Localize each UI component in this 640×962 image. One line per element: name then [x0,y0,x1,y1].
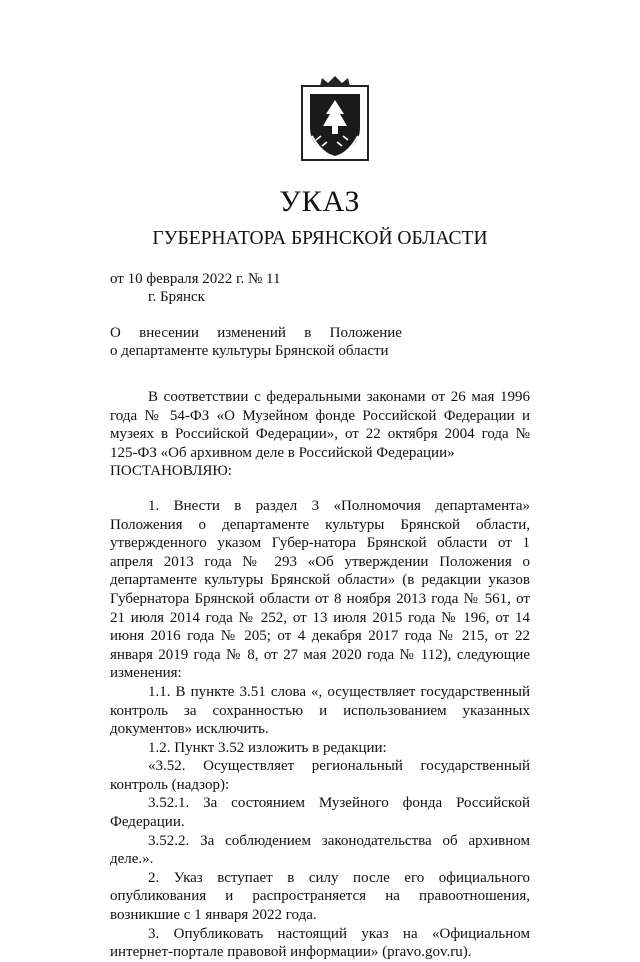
document-body [110,388,530,962]
city: г. Брянск [148,289,205,305]
clause-1: 1. Внести в раздел 3 «Полномочия департамента» Положения о департаменте культуры Брянской области, утвержденного указом Губер-натора Брянской области от 1 апреля 2013 года № 293 «Об утверждении Положения о департаменте культуры Брянской области» (в редакции указов Губернатора Брянской области от 8 ноября 2013 года № 561, от 21 июля 2014 года № 252, от 13 июля 2015 года № 196, от 14 июня 2016 года № 205; от 4 декабря 2017 года № 215, от 22 января 2019 года № 8, от 27 мая 2020 года № 112), следующие изменения: [110,497,530,682]
clause-3-52-2: 3.52.2. За соблюдением законодательства об архивном деле.». [110,832,530,868]
document-title: УКАЗ [279,185,361,218]
subject-word: в [304,325,312,341]
clause-1-1: 1.1. В пункте 3.51 слова «, осуществляет государственный контроль за сохранностью и использованием указанных документов» исключить. [110,683,530,738]
subject-word: внесении [139,325,199,341]
subject-line-2: о департаменте культуры Брянской области [110,343,389,359]
clause-1-2: 1.2. Пункт 3.52 изложить в редакции: [148,739,387,756]
subject-block [110,324,402,360]
clause-3: 3. Опубликовать настоящий указ на «Официальном интернет-портале правовой информации» (pravo.gov.ru). [110,925,530,961]
subject-word: Положение [329,325,402,341]
decree-word: ПОСТАНОВЛЯЮ: [110,463,232,480]
subject-line-1 [110,324,402,342]
subject-word: изменений [217,325,286,341]
coat-of-arms-emblem [296,76,374,166]
document-subtitle: ГУБЕРНАТОРА БРЯНСКОЙ ОБЛАСТИ [152,228,488,249]
clause-3-52: «3.52. Осуществляет региональный государственный контроль (надзор): [110,758,530,793]
preamble-paragraph: В соответствии с федеральными законами от 26 мая 1996 года № 54-ФЗ «О Музейном фонде Российской Федерации и музеях в Российской Федерации», от 22 октября 2004 года № 125-ФЗ «Об архивном деле в Российской Федерации» [110,389,530,461]
clause-2: 2. Указ вступает в силу после его официального опубликования и распространяется на правоотношения, возникшие с 1 января 2022 года. [110,869,530,924]
subject-word: О [110,325,121,341]
clause-3-52-1: 3.52.1. За состоянием Музейного фонда Российской Федерации. [110,795,530,831]
coat-of-arms-icon [296,76,374,166]
date-and-number: от 10 февраля 2022 г. № 11 [110,271,281,287]
